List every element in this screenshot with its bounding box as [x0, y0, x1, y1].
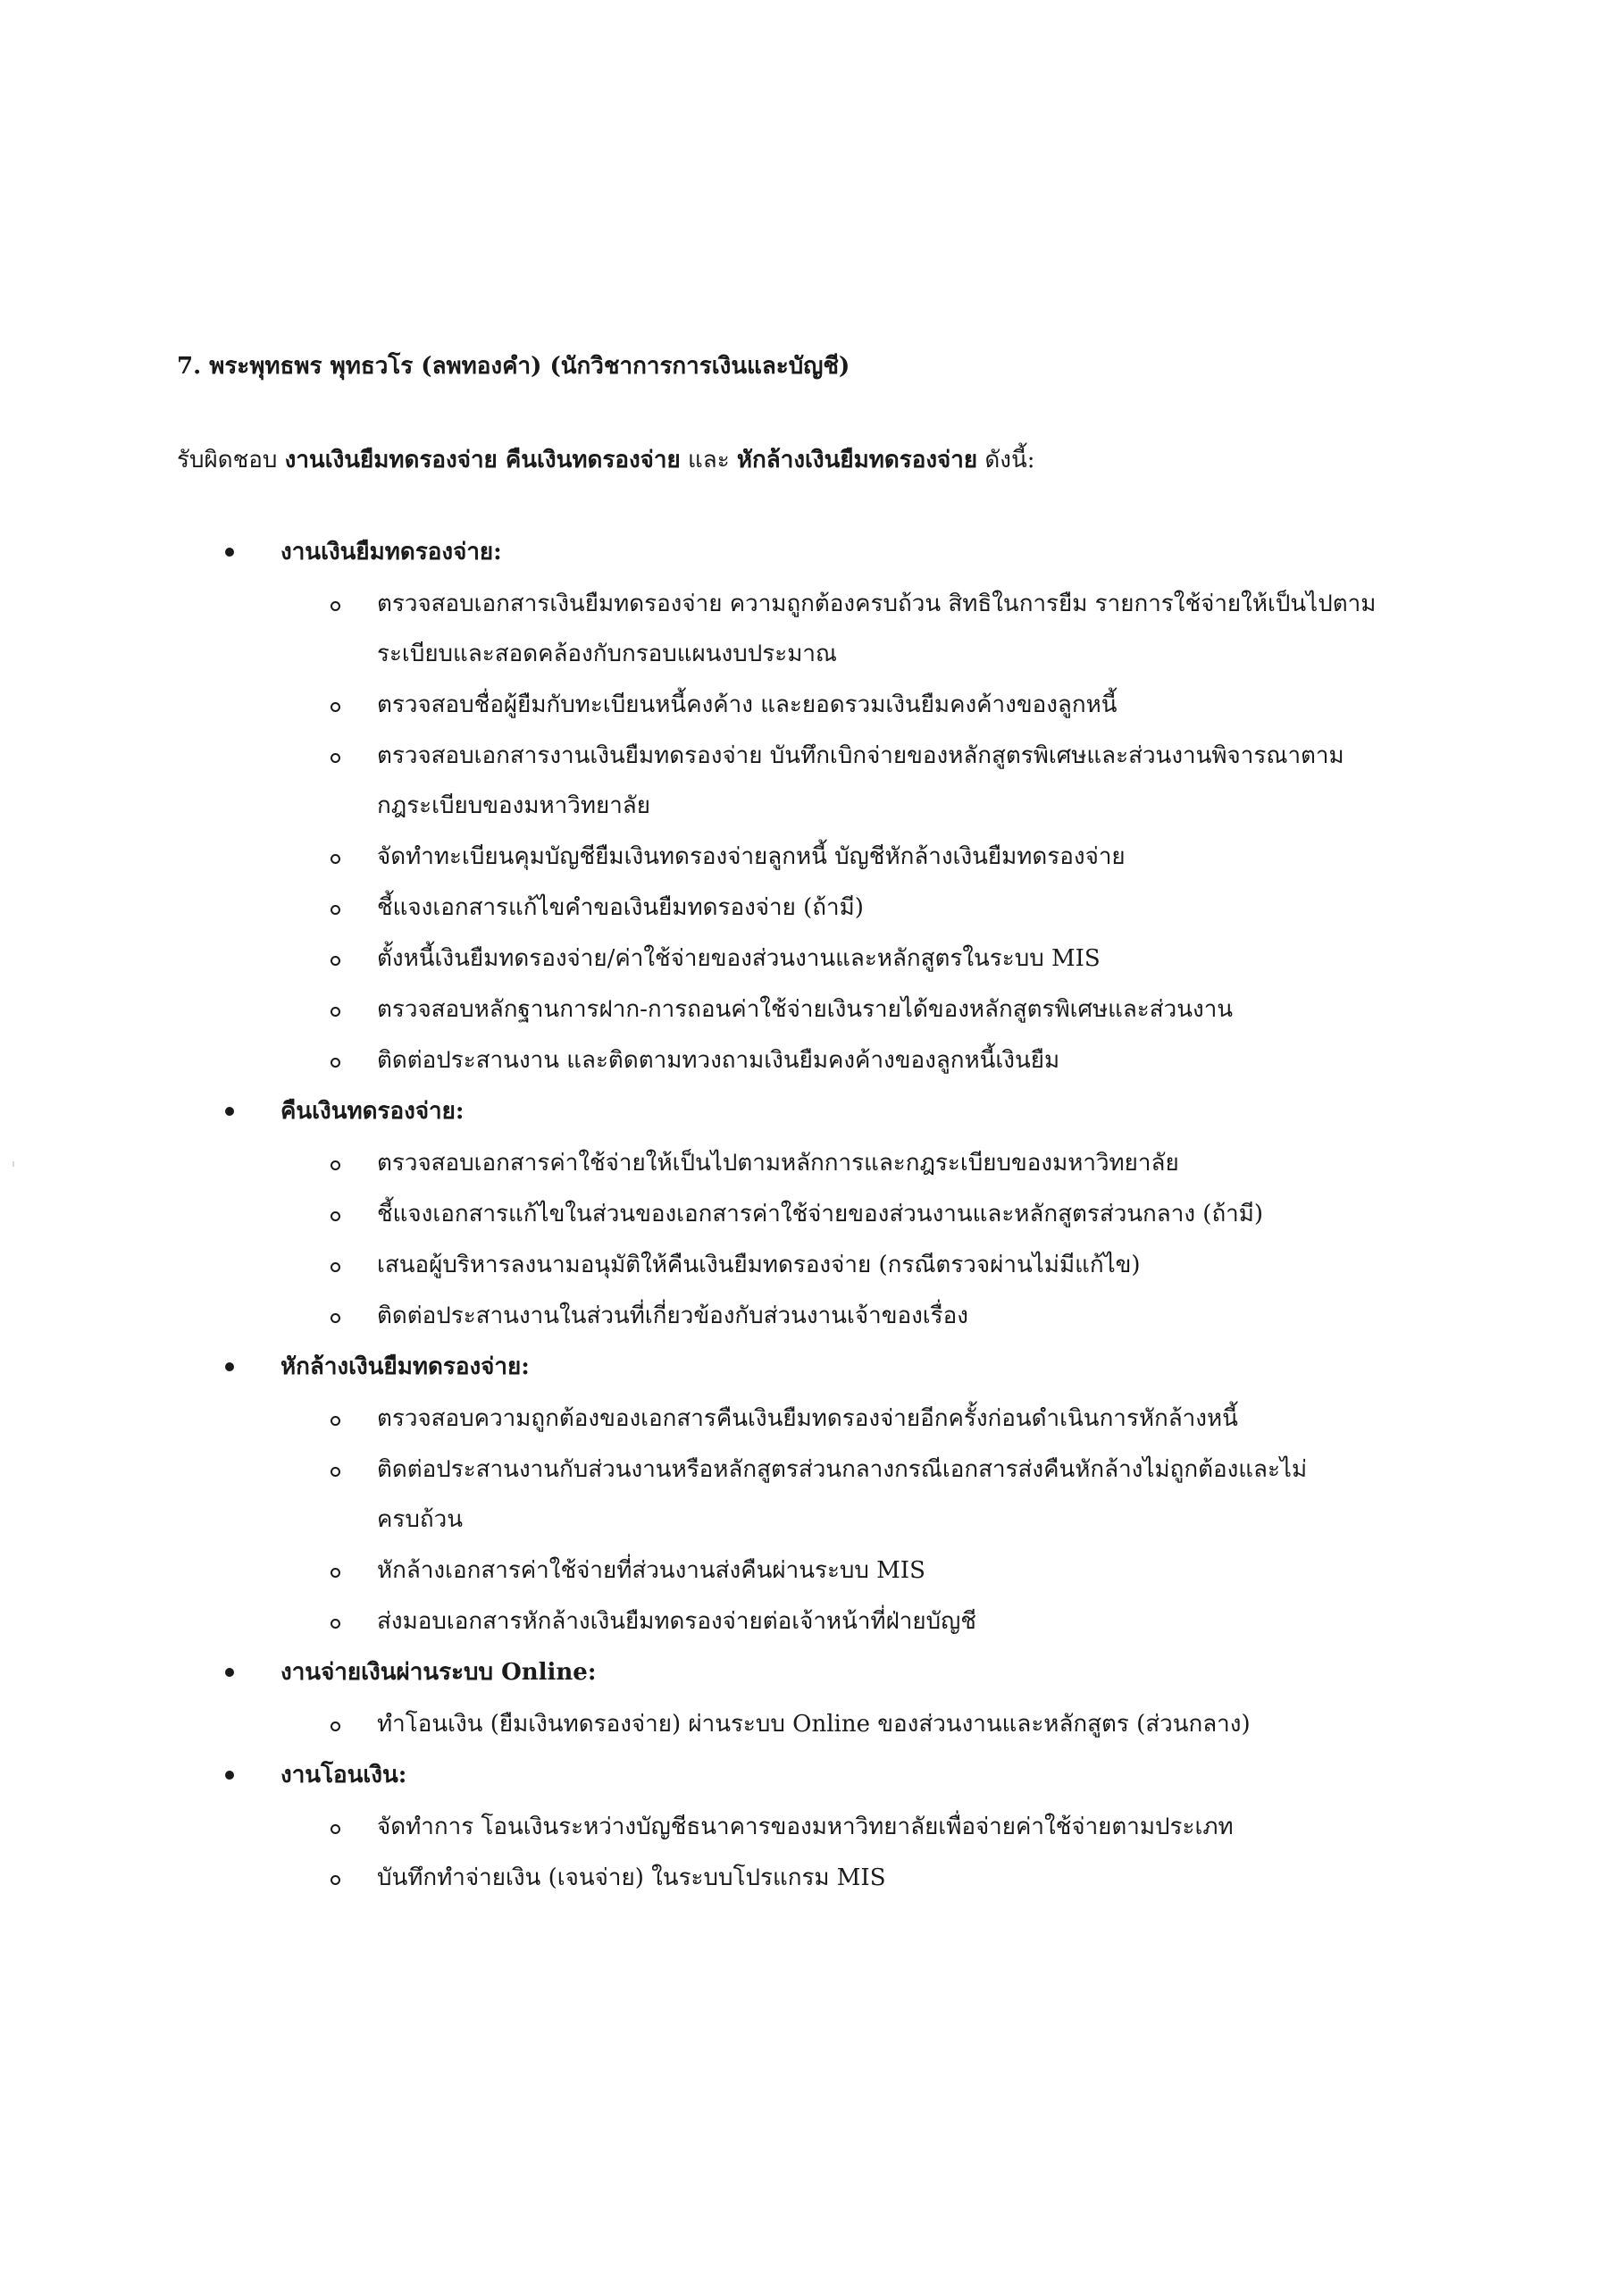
- list-item-text: [377, 1452, 1431, 1537]
- section-header: [0, 1349, 1624, 1385]
- list-item-line: ตรวจสอบความถูกต้องของเอกสารคืนเงินยืมทดรองจ่ายอีกครั้งก่อนดำเนินการหักล้างหนี้: [377, 1405, 1238, 1432]
- hollow-bullet-icon: [331, 1722, 340, 1731]
- list-item-line: บันทึกทำจ่ายเงิน (เจนจ่าย) ในระบบโปรแกรม MIS: [377, 1864, 886, 1891]
- list-item-line: ทำโอนเงิน (ยืมเงินทดรองจ่าย) ผ่านระบบ Online ของส่วนงานและหลักสูตร (ส่วนกลาง): [377, 1711, 1251, 1738]
- section-title: งานจ่ายเงินผ่านระบบ Online:: [280, 1659, 597, 1686]
- list-item: [0, 992, 1624, 1027]
- intro-duty-1: งานเงินยืมทดรองจ่าย คืนเงินทดรองจ่าย: [284, 447, 681, 473]
- list-item-text: [377, 738, 1431, 824]
- list-item-text: [377, 941, 1431, 976]
- list-item: [0, 1604, 1624, 1639]
- hollow-bullet-icon: [331, 1262, 340, 1272]
- list-item-text: [377, 687, 1431, 723]
- section-header: [0, 1093, 1624, 1129]
- list-item-text: [377, 1401, 1431, 1437]
- list-item: [0, 1196, 1624, 1232]
- list-item: [0, 1247, 1624, 1283]
- hollow-bullet-icon: [331, 1568, 340, 1578]
- hollow-bullet-icon: [331, 1875, 340, 1885]
- duty-section: [0, 1757, 1624, 1896]
- list-item-line: กฎระเบียบของมหาวิทยาลัย: [377, 792, 650, 819]
- list-item-text: [377, 1298, 1431, 1334]
- hollow-bullet-icon: [331, 702, 340, 712]
- intro-joiner: และ: [680, 447, 737, 473]
- hollow-bullet-icon: [331, 1313, 340, 1323]
- list-item-text: [377, 890, 1431, 926]
- list-item: [0, 1043, 1624, 1078]
- section-items: [0, 586, 1624, 1078]
- section-items: [0, 1809, 1624, 1896]
- duty-sections: [0, 534, 1624, 1911]
- list-item: [0, 839, 1624, 875]
- bullet-dot-icon: [225, 1362, 234, 1371]
- list-item: [0, 687, 1624, 723]
- list-item-line: ติดต่อประสานงานในส่วนที่เกี่ยวข้องกับส่วนงานเจ้าของเรื่อง: [377, 1303, 968, 1329]
- list-item-line: ชี้แจงเอกสารแก้ไขในส่วนของเอกสารค่าใช้จ่ายของส่วนงานและหลักสูตรส่วนกลาง (ถ้ามี): [377, 1201, 1264, 1227]
- section-items: [0, 1706, 1624, 1742]
- section-title: งานเงินยืมทดรองจ่าย:: [280, 539, 502, 565]
- duty-section: [0, 534, 1624, 1078]
- bullet-dot-icon: [225, 1668, 234, 1677]
- duty-section: [0, 1349, 1624, 1639]
- section-title: คืนเงินทดรองจ่าย:: [280, 1098, 465, 1125]
- list-item-text: [377, 1809, 1431, 1845]
- intro-paragraph: [177, 442, 1035, 478]
- list-item-line: ตรวจสอบเอกสารงานเงินยืมทดรองจ่าย บันทึกเบิกจ่ายของหลักสูตรพิเศษและส่วนงานพิจารณาตาม: [377, 742, 1344, 769]
- scan-mark: [13, 1161, 14, 1167]
- duty-section: [0, 1093, 1624, 1334]
- list-item-text: [377, 1604, 1431, 1639]
- list-item-text: [377, 1145, 1431, 1181]
- bullet-dot-icon: [225, 1107, 234, 1116]
- list-item-line: ติดต่อประสานงาน และติดตามทวงถามเงินยืมคงค้างของลูกหนี้เงินยืม: [377, 1047, 1060, 1074]
- list-item-line: ตรวจสอบเอกสารค่าใช้จ่ายให้เป็นไปตามหลักการและกฎระเบียบของมหาวิทยาลัย: [377, 1150, 1179, 1177]
- hollow-bullet-icon: [331, 1211, 340, 1221]
- list-item-line: ตั้งหนี้เงินยืมทดรองจ่าย/ค่าใช้จ่ายของส่วนงานและหลักสูตรในระบบ MIS: [377, 945, 1101, 972]
- list-item-text: [377, 586, 1431, 672]
- hollow-bullet-icon: [331, 905, 340, 915]
- list-item: [0, 941, 1624, 976]
- section-items: [0, 1401, 1624, 1639]
- section-header: [0, 1757, 1624, 1793]
- list-item-line: หักล้างเอกสารค่าใช้จ่ายที่ส่วนงานส่งคืนผ่านระบบ MIS: [377, 1557, 925, 1584]
- duty-section: [0, 1655, 1624, 1742]
- list-item: [0, 890, 1624, 926]
- list-item: [0, 1809, 1624, 1845]
- section-header: [0, 534, 1624, 570]
- list-item-text: [377, 1247, 1431, 1283]
- list-item-line: ตรวจสอบหลักฐานการฝาก-การถอนค่าใช้จ่ายเงินรายได้ของหลักสูตรพิเศษและส่วนงาน: [377, 996, 1234, 1023]
- hollow-bullet-icon: [331, 1416, 340, 1426]
- list-item-text: [377, 1860, 1431, 1896]
- list-item-line: ส่งมอบเอกสารหักล้างเงินยืมทดรองจ่ายต่อเจ้าหน้าที่ฝ่ายบัญชี: [377, 1608, 976, 1635]
- list-item-text: [377, 1043, 1431, 1078]
- intro-prefix: รับผิดชอบ: [177, 447, 285, 473]
- list-item-line: ระเบียบและสอดคล้องกับกรอบแผนงบประมาณ: [377, 641, 838, 667]
- list-item-text: [377, 1553, 1431, 1588]
- list-item: [0, 1860, 1624, 1896]
- hollow-bullet-icon: [331, 601, 340, 611]
- list-item: [0, 1706, 1624, 1742]
- list-item-line: ตรวจสอบชื่อผู้ยืมกับทะเบียนหนี้คงค้าง และยอดรวมเงินยืมคงค้างของลูกหนี้: [377, 691, 1118, 718]
- list-item-text: [377, 839, 1431, 875]
- section-header: [0, 1655, 1624, 1690]
- list-item-line: จัดทำการ โอนเงินระหว่างบัญชีธนาคารของมหาวิทยาลัยเพื่อจ่ายค่าใช้จ่ายตามประเภท: [377, 1814, 1234, 1840]
- list-item: [0, 1145, 1624, 1181]
- list-item-text: [377, 1196, 1431, 1232]
- list-item-text: [377, 992, 1431, 1027]
- hollow-bullet-icon: [331, 753, 340, 763]
- section-items: [0, 1145, 1624, 1334]
- section-title: งานโอนเงิน:: [280, 1762, 407, 1789]
- hollow-bullet-icon: [331, 956, 340, 966]
- list-item: [0, 738, 1624, 824]
- list-item-line: ครบถ้วน: [377, 1506, 463, 1533]
- list-item: [0, 586, 1624, 672]
- hollow-bullet-icon: [331, 1007, 340, 1017]
- list-item-line: ตรวจสอบเอกสารเงินยืมทดรองจ่าย ความถูกต้องครบถ้วน สิทธิในการยืม รายการใช้จ่ายให้เป็นไปตาม: [377, 591, 1377, 617]
- list-item-line: ชี้แจงเอกสารแก้ไขคำขอเงินยืมทดรองจ่าย (ถ้ามี): [377, 894, 864, 921]
- document-heading: 7. พระพุทธพร พุทธวโร (ลพทองคำ) (นักวิชาการการเงินและบัญชี): [177, 353, 850, 380]
- intro-duty-2: หักล้างเงินยืมทดรองจ่าย: [736, 447, 978, 473]
- list-item: [0, 1298, 1624, 1334]
- hollow-bullet-icon: [331, 1467, 340, 1477]
- list-item: [0, 1401, 1624, 1437]
- list-item-text: [377, 1706, 1431, 1742]
- hollow-bullet-icon: [331, 1058, 340, 1068]
- list-item-line: ติดต่อประสานงานกับส่วนงานหรือหลักสูตรส่วนกลางกรณีเอกสารส่งคืนหักล้างไม่ถูกต้องและไม่: [377, 1456, 1308, 1483]
- list-item: [0, 1452, 1624, 1537]
- intro-suffix: ดังนี้:: [977, 447, 1035, 473]
- hollow-bullet-icon: [331, 1824, 340, 1834]
- bullet-dot-icon: [225, 548, 234, 557]
- list-item: [0, 1553, 1624, 1588]
- list-item-line: เสนอผู้บริหารลงนามอนุมัติให้คืนเงินยืมทดรองจ่าย (กรณีตรวจผ่านไม่มีแก้ไข): [377, 1252, 1141, 1278]
- hollow-bullet-icon: [331, 1160, 340, 1170]
- hollow-bullet-icon: [331, 854, 340, 864]
- bullet-dot-icon: [225, 1771, 234, 1780]
- section-title: หักล้างเงินยืมทดรองจ่าย:: [280, 1353, 530, 1380]
- hollow-bullet-icon: [331, 1619, 340, 1629]
- list-item-line: จัดทำทะเบียนคุมบัญชียืมเงินทดรองจ่ายลูกหนี้ บัญชีหักล้างเงินยืมทดรองจ่าย: [377, 843, 1126, 870]
